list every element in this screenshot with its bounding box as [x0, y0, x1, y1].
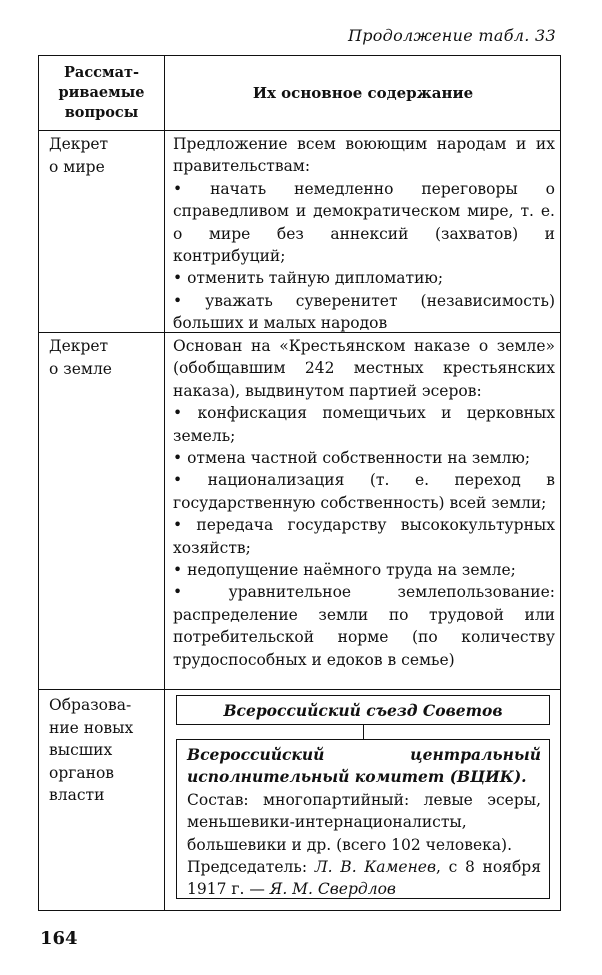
land-item: • конфискация помещичьих и церковных земель;	[173, 404, 555, 445]
land-item: • недопущение наёмного труда на земле;	[173, 561, 516, 580]
peace-item: • уважать суверенитет (независимость) больших и малых народов	[173, 291, 555, 333]
peace-item: • начать немедленно переговоры о справедливом и демократическом мире, т. е. о мире без аннексий (захватов) и контрибуций;	[173, 179, 555, 266]
peace-item: • отменить тайную дипломатию;	[173, 269, 444, 288]
vcik-composition: Состав: многопартийный: левые эсеры, меньшевики-интернационалисты, большевики и др. (всего 102 человека).	[187, 790, 541, 854]
vcik-chair-label: Председатель:	[187, 858, 308, 877]
row-divider	[39, 689, 560, 690]
page-number: 164	[40, 928, 78, 949]
row-organs-topic: Образова- ние новых высших органов власти	[49, 696, 134, 804]
box-connector	[363, 725, 364, 739]
header-topics: Рассмат- риваемые вопросы	[58, 64, 145, 121]
row-peace-topic: Декрет о мире	[49, 135, 109, 176]
vcik-title: Всероссийский центральный исполнительный комитет (ВЦИК).	[187, 745, 541, 787]
land-item: • уравнительное землепользование: распределение земли по трудовой или потребительской норме (по количеству трудоспособных и едоков в семье)	[173, 583, 555, 669]
row-land-topic: Декрет о земле	[49, 337, 112, 378]
row-land-content	[173, 335, 555, 671]
table	[38, 55, 561, 911]
table-continuation-label: Продолжение табл. 33	[347, 26, 556, 45]
column-divider	[164, 56, 165, 910]
vcik-chair-1: Л. В. Каменев	[314, 858, 436, 877]
land-intro: Основан на «Крестьянском наказе о земле» (обобщавшим 242 местных крестьянских наказа), выдвинутом партией эсеров:	[173, 337, 555, 400]
vcik-chair-mid: , с 8 ноября 1917 г. —	[187, 858, 541, 899]
row-divider	[39, 130, 560, 131]
congress-box: Всероссийский съезд Советов	[176, 695, 550, 725]
header-content: Их основное содержание	[252, 84, 474, 102]
vcik-box	[176, 739, 550, 899]
land-item: • отмена частной собственности на землю;	[173, 449, 531, 468]
land-item: • национализация (т. е. переход в государственную собственность) всей земли;	[173, 471, 555, 512]
peace-intro: Предложение всем воюющим народам и их правительствам:	[173, 135, 555, 176]
vcik-chair-2: Я. М. Свердлов	[269, 880, 396, 899]
land-item: • передача государству высококультурных хозяйств;	[173, 516, 555, 557]
vcik-chair	[187, 856, 541, 901]
row-peace-content	[173, 133, 555, 335]
